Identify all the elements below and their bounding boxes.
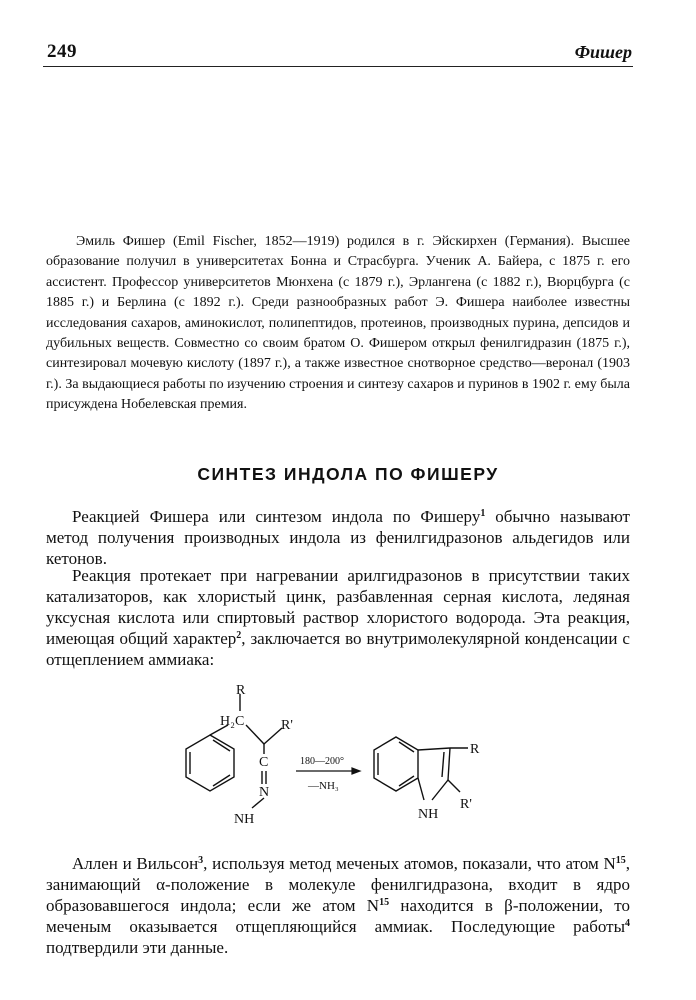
header-rule — [43, 66, 633, 67]
product-nh-label: NH — [418, 807, 439, 822]
reactant-chain-bonds — [210, 694, 282, 808]
reaction-temperature: 180—200° — [300, 756, 344, 767]
footnote-ref: 2 — [236, 630, 242, 641]
isotope-mass-number: 15 — [379, 897, 390, 908]
paragraph-isotope-study — [46, 853, 630, 958]
paragraph-text: , используя метод меченых атомов, показали, что атом N — [203, 854, 616, 873]
paragraph-text: подтвердили эти данные. — [46, 938, 229, 957]
running-head: Фишер — [574, 42, 632, 62]
paragraph-text: Реакцией Фишера или синтезом индола по Фишеру — [72, 507, 481, 526]
paragraph-text: Реакция протекает при нагревании арилгидразонов в присутствии таких катализаторов, как хлористый цинк, разбавленная серная кислота, ледяная уксусная кислота или спиртовый раствор хлористого водорода. Эта реакция, имеющая общий характер — [46, 566, 630, 648]
paragraph-definition — [46, 506, 630, 569]
paragraph-conditions — [46, 565, 630, 670]
section-title: СИНТЕЗ ИНДОЛА ПО ФИШЕРУ — [197, 464, 499, 484]
reactant-n-label: N — [259, 785, 270, 800]
reactant-r-prime-label: R' — [281, 718, 293, 733]
product-indole-ring — [374, 737, 468, 800]
reaction-scheme — [170, 682, 510, 837]
reactant-c-label: C — [259, 755, 269, 770]
product-r-label: R — [470, 742, 480, 757]
footnote-ref: 4 — [625, 918, 630, 929]
page-number: 249 — [47, 41, 77, 62]
footnote-ref: 3 — [198, 855, 204, 866]
paragraph-text: , заключается во внутримолекулярной конденсации с отщеплением аммиака: — [46, 629, 630, 669]
paragraph-text: Аллен и Вильсон — [72, 854, 199, 873]
footnote-ref: 1 — [480, 508, 486, 519]
paragraph-text: обычно называют метод получения производных индола из фенилгидразонов альдегидов или кетонов. — [46, 507, 630, 568]
reactant-nh-label: NH — [234, 812, 255, 827]
isotope-mass-number: 15 — [615, 855, 626, 866]
reactant-r-label: R — [236, 683, 246, 698]
reaction-elimination: —NH₃ — [308, 780, 339, 792]
product-r-prime-label: R' — [460, 797, 472, 812]
reactant-h2c-label: H₂C — [220, 714, 245, 729]
paragraph-text: , занимающий α-положение в молекуле фенилгидразона, входит в ядро образовавшегося индола; если же атом N — [46, 854, 630, 915]
paragraph-text: находится в β-положении, то меченым оказывается отщепляющийся аммиак. Последующие работы — [46, 896, 631, 936]
author-biography: Эмиль Фишер (Emil Fischer, 1852—1919) родился в г. Эйскирхен (Германия). Высшее образование получил в университетах Бонна и Страсбурга. Ученик А. Байера, с 1875 г. его ассистент. Профессор университетов Мюнхена (с 1879 г.), Эрлангена (с 1882 г.), Вюрцбурга (с 1885 г.) и Берлина (с 1892 г.). Среди разнообразных работ Э. Фишера наиболее известны исследования сахаров, аминокислот, полипептидов, протеинов, производных пурина, депсидов и дубильных веществ. Совместно со своим братом О. Фишером открыл фенилгидразин (1875 г.), синтезировал мочевую кислоту (1897 г.), а также известное снотворное средство—веронал (1903 г.). За выдающиеся работы по изучению строения и синтезу сахаров и пуринов в 1902 г. ему была присуждена Нобелевская премия. — [46, 234, 630, 413]
reactant-benzene-ring — [186, 735, 234, 791]
reaction-arrow — [296, 768, 360, 774]
